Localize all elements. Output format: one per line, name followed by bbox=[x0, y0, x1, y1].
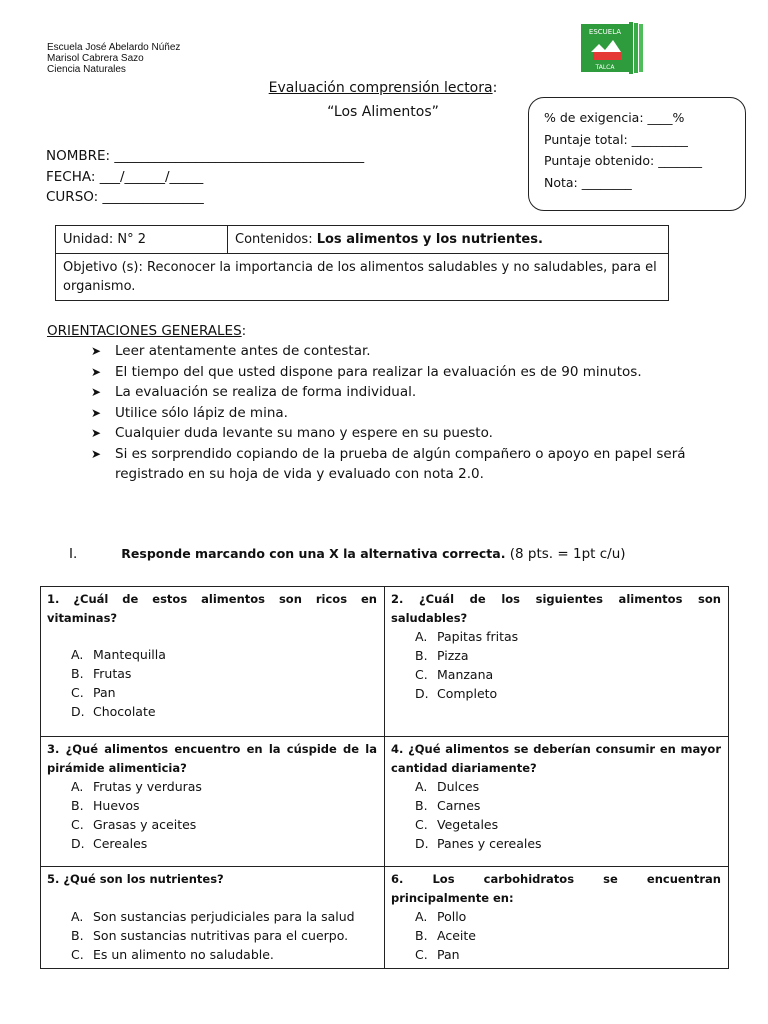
option-letter: B. bbox=[71, 666, 84, 681]
option-text: Pollo bbox=[437, 909, 467, 924]
exam-title-suffix: : bbox=[492, 80, 498, 96]
orientation-item bbox=[91, 382, 715, 403]
answer-option[interactable] bbox=[71, 702, 377, 721]
answer-option[interactable] bbox=[415, 777, 721, 796]
contents-value: Los alimentos y los nutrientes. bbox=[316, 232, 543, 247]
option-text: Panes y cereales bbox=[437, 836, 542, 851]
answer-options bbox=[391, 907, 721, 964]
score-box bbox=[528, 97, 746, 211]
option-text: Papitas fritas bbox=[437, 629, 519, 644]
arrow-bullet-icon: ➤ bbox=[91, 426, 102, 440]
questions-table bbox=[40, 586, 729, 969]
orientation-text: La evaluación se realiza de forma individual. bbox=[115, 384, 417, 400]
exam-subtitle: “Los Alimentos” bbox=[327, 104, 439, 120]
total-score[interactable]: Puntaje total: _________ bbox=[544, 131, 688, 147]
question-cell bbox=[385, 867, 729, 969]
section-number: I. bbox=[69, 546, 78, 562]
option-letter: D. bbox=[415, 836, 429, 851]
unit-cell: Unidad: N° 2 bbox=[56, 226, 228, 254]
option-letter: C. bbox=[71, 817, 84, 832]
option-letter: C. bbox=[415, 817, 428, 832]
answer-option[interactable] bbox=[71, 834, 377, 853]
option-text: Carnes bbox=[437, 798, 481, 813]
question-text: 5. ¿Qué son los nutrientes? bbox=[47, 872, 224, 886]
orientation-text: Si es sorprendido copiando de la prueba de algún compañero o apoyo en papel será registrado en su hoja de vida y evaluado con nota 2.0. bbox=[115, 445, 686, 482]
teacher-name: Marisol Cabrera Sazo bbox=[47, 53, 144, 64]
option-letter: B. bbox=[415, 798, 428, 813]
question-text: 1. ¿Cuál de estos alimentos son ricos en vitaminas? bbox=[47, 592, 377, 625]
question-text: 3. ¿Qué alimentos encuentro en la cúspide de la pirámide alimenticia? bbox=[47, 742, 377, 775]
answer-option[interactable] bbox=[71, 907, 377, 926]
option-text: Vegetales bbox=[437, 817, 499, 832]
answer-option[interactable] bbox=[415, 834, 721, 853]
answer-option[interactable] bbox=[415, 815, 721, 834]
option-text: Mantequilla bbox=[93, 647, 166, 662]
orientations-list bbox=[47, 341, 715, 485]
objective-cell: Objetivo (s): Reconocer la importancia de los alimentos saludables y no saludables, para el organismo. bbox=[56, 254, 669, 301]
arrow-bullet-icon: ➤ bbox=[91, 364, 102, 379]
school-header bbox=[47, 42, 180, 75]
option-letter: C. bbox=[415, 947, 428, 962]
question-text: 4. ¿Qué alimentos se deberían consumir en mayor cantidad diariamente? bbox=[391, 742, 721, 775]
answer-option[interactable] bbox=[415, 926, 721, 945]
question-text: 6. Los carbohidratos se encuentran principalmente en: bbox=[391, 872, 721, 905]
orientation-text: Leer atentamente antes de contestar. bbox=[115, 343, 371, 359]
school-logo bbox=[581, 22, 643, 74]
course-field[interactable]: CURSO: _______________ bbox=[46, 189, 204, 205]
arrow-bullet-icon: ➤ bbox=[91, 405, 102, 420]
option-letter: D. bbox=[71, 836, 85, 851]
option-text: Pan bbox=[93, 685, 116, 700]
exam-title: Evaluación comprensión lectora: bbox=[268, 80, 498, 96]
option-letter: D. bbox=[71, 704, 85, 719]
orientation-item bbox=[91, 341, 715, 362]
answer-options bbox=[47, 645, 377, 721]
option-letter: A. bbox=[415, 629, 428, 644]
option-text: Completo bbox=[437, 686, 498, 701]
option-text: Pizza bbox=[437, 648, 469, 663]
answer-option[interactable] bbox=[415, 646, 721, 665]
option-letter: A. bbox=[415, 779, 428, 794]
logo-top-text: ESCUELA bbox=[588, 28, 622, 36]
date-field[interactable]: FECHA: ___/______/_____ bbox=[46, 168, 204, 185]
option-letter: C. bbox=[415, 667, 428, 682]
question-cell bbox=[385, 587, 729, 737]
orientations-title: ORIENTACIONES GENERALES bbox=[47, 323, 242, 339]
option-text: Aceite bbox=[437, 928, 476, 943]
arrow-bullet-icon: ➤ bbox=[91, 446, 102, 461]
requirement-percent[interactable]: % de exigencia: ____% bbox=[544, 110, 685, 125]
question-cell bbox=[41, 587, 385, 737]
question-text: 2. ¿Cuál de los siguientes alimentos son saludables? bbox=[391, 592, 721, 625]
contents-cell: Contenidos: Los alimentos y los nutrientes. bbox=[228, 226, 669, 254]
option-text: Frutas bbox=[93, 666, 132, 681]
option-text: Dulces bbox=[437, 779, 480, 794]
orientations-title-suffix: : bbox=[241, 323, 247, 339]
option-text: Grasas y aceites bbox=[93, 817, 197, 832]
answer-option[interactable] bbox=[415, 796, 721, 815]
answer-option[interactable] bbox=[415, 665, 721, 684]
option-letter: B. bbox=[415, 648, 428, 663]
answer-option[interactable] bbox=[415, 945, 721, 964]
option-text: Manzana bbox=[437, 667, 494, 682]
answer-option[interactable] bbox=[71, 796, 377, 815]
answer-options bbox=[391, 627, 721, 703]
option-text: Chocolate bbox=[93, 704, 156, 719]
answer-option[interactable] bbox=[71, 777, 377, 796]
answer-option[interactable] bbox=[71, 683, 377, 702]
logo-bottom-text: TALCA bbox=[595, 64, 615, 71]
option-letter: C. bbox=[71, 946, 84, 962]
option-letter: A. bbox=[71, 647, 84, 662]
question-cell bbox=[41, 867, 385, 969]
section-instruction bbox=[69, 546, 626, 562]
option-letter: C. bbox=[71, 685, 84, 700]
name-field[interactable]: NOMBRE: _____________________________________ bbox=[46, 148, 365, 164]
answer-option[interactable] bbox=[71, 645, 377, 664]
option-letter: B. bbox=[71, 927, 84, 943]
option-text: Pan bbox=[437, 947, 460, 962]
orientation-text: Utilice sólo lápiz de mina. bbox=[115, 404, 288, 421]
option-text: Es un alimento no saludable. bbox=[93, 946, 274, 962]
subject-name: Ciencia Naturales bbox=[47, 64, 126, 75]
option-letter: B. bbox=[415, 928, 428, 943]
answer-options bbox=[391, 777, 721, 853]
answer-option[interactable] bbox=[71, 664, 377, 683]
arrow-bullet-icon: ➤ bbox=[91, 344, 102, 358]
obtained-score[interactable]: Puntaje obtenido: _______ bbox=[544, 153, 702, 168]
answer-option[interactable] bbox=[415, 627, 721, 646]
question-cell bbox=[41, 737, 385, 867]
general-orientations bbox=[47, 323, 715, 485]
orientation-text: Cualquier duda levante su mano y espere en su puesto. bbox=[115, 425, 493, 441]
answer-options bbox=[47, 907, 377, 964]
option-text: Son sustancias nutritivas para el cuerpo. bbox=[93, 927, 349, 943]
option-text: Frutas y verduras bbox=[93, 779, 202, 794]
answer-option[interactable] bbox=[415, 907, 721, 926]
orientation-text: El tiempo del que usted dispone para realizar la evaluación es de 90 minutos. bbox=[115, 363, 642, 380]
section-instruction-text: Responde marcando con una X la alternativa correcta. bbox=[121, 546, 506, 561]
section-points: (8 pts. = 1pt c/u) bbox=[509, 546, 626, 562]
option-letter: D. bbox=[415, 686, 429, 701]
orientation-item bbox=[91, 423, 715, 444]
student-fields bbox=[46, 146, 364, 208]
arrow-bullet-icon: ➤ bbox=[91, 385, 102, 399]
option-letter: B. bbox=[71, 798, 84, 813]
answer-options bbox=[47, 777, 377, 853]
grade[interactable]: Nota: ________ bbox=[544, 174, 632, 190]
question-cell bbox=[385, 737, 729, 867]
option-letter: A. bbox=[415, 909, 428, 924]
answer-option[interactable] bbox=[71, 815, 377, 834]
school-name: Escuela José Abelardo Núñez bbox=[47, 42, 181, 53]
answer-option[interactable] bbox=[71, 926, 377, 945]
orientation-item bbox=[91, 444, 715, 485]
orientation-item bbox=[91, 362, 715, 383]
option-text: Huevos bbox=[93, 798, 140, 813]
answer-option[interactable] bbox=[415, 684, 721, 703]
option-text: Son sustancias perjudiciales para la salud bbox=[93, 908, 355, 924]
option-text: Cereales bbox=[93, 836, 148, 851]
orientation-item bbox=[91, 403, 715, 424]
answer-option[interactable] bbox=[71, 945, 377, 964]
option-letter: A. bbox=[71, 908, 84, 924]
option-letter: A. bbox=[71, 779, 84, 794]
unit-table bbox=[55, 225, 669, 301]
